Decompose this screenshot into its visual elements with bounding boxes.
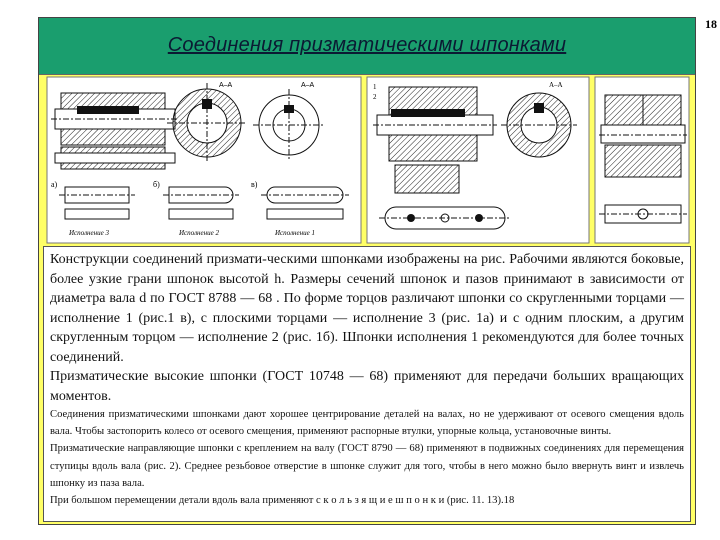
paragraph-key-designs: Конструкции соединений призмати-ческими шпонками изображены на рис. Рабочими являются боковые, более узкие грани шпонок высотой h. Размеры сечений шпонок и пазов принимают в зависимости от диаметра вала d по ГОСТ 8788 — 68 . По форме торцов различают шпонки со скругленными торцами — исполнение 1 (рис.1 в), с плоскими торцами — исполнение 3 (рис. 1а) и с одним плоским, а другим скругленным торцом — исполнение 2 (рис. 1б). Шпонки исполнения 1 рекомендуются для более точных соединений. [50,252,684,365]
label-fig-1: 1 [373,83,377,91]
paragraph-high-keys: Призматические высокие шпонки (ГОСТ 10748 — 68) применяют для передачи больших вращающих моментов. [50,369,684,404]
label-exec-1: Исполнение 1 [275,229,315,237]
slide [38,17,696,525]
paragraph-centering: Соединения призматическими шпонками дают хорошее центрирование деталей на валах, но не удерживают от осевого смещения вдоль вала. Чтобы застопорить колесо от осевого смещения, применяют распорные втулки, упорные кольца, установочные винты. [50,409,684,438]
section-label-a2: А–А [301,82,315,89]
page-number: 18 [705,17,717,31]
label-exec-v: в) [251,180,258,189]
guide-key-with-screws [379,207,511,229]
section-label-a1: А–А [219,82,233,89]
label-exec-3: Исполнение 3 [69,229,109,237]
label-exec-2: Исполнение 2 [179,229,219,237]
drawing-1-panel [47,77,361,243]
label-fig-2: 2 [373,93,377,101]
title-bar [39,18,695,75]
drawing-2-panel [367,77,589,243]
sliding-key-section [599,95,687,177]
shaft-hub-section-1 [51,93,179,169]
label-exec-a: а) [51,180,58,189]
text-content [43,246,691,522]
label-exec-b: б) [153,180,160,189]
paragraph-sliding-keys: При большом перемещении детали вдоль вала применяют с к о л ь з я щ и е ш п о н к и (рис. 11. 13).18 [50,495,515,507]
slide-title: Соединения призматическими шпонками [167,34,567,56]
drawing-3-panel [595,77,689,243]
section-label-a3: А–А [549,81,563,89]
technical-drawing [39,75,695,245]
sliding-key-plan [599,205,687,223]
paragraph-guide-keys: Призматические направляющие шпонки с креплением на валу (ГОСТ 8790 — 68) применяют в подвижных соединениях для перемещения ступицы вдоль вала (рис. 2). Среднее резьбовое отверстие в шпонке служит для того, чтобы в него можно было ввернуть винт и извлечь шпонку из паза вала. [50,443,684,489]
